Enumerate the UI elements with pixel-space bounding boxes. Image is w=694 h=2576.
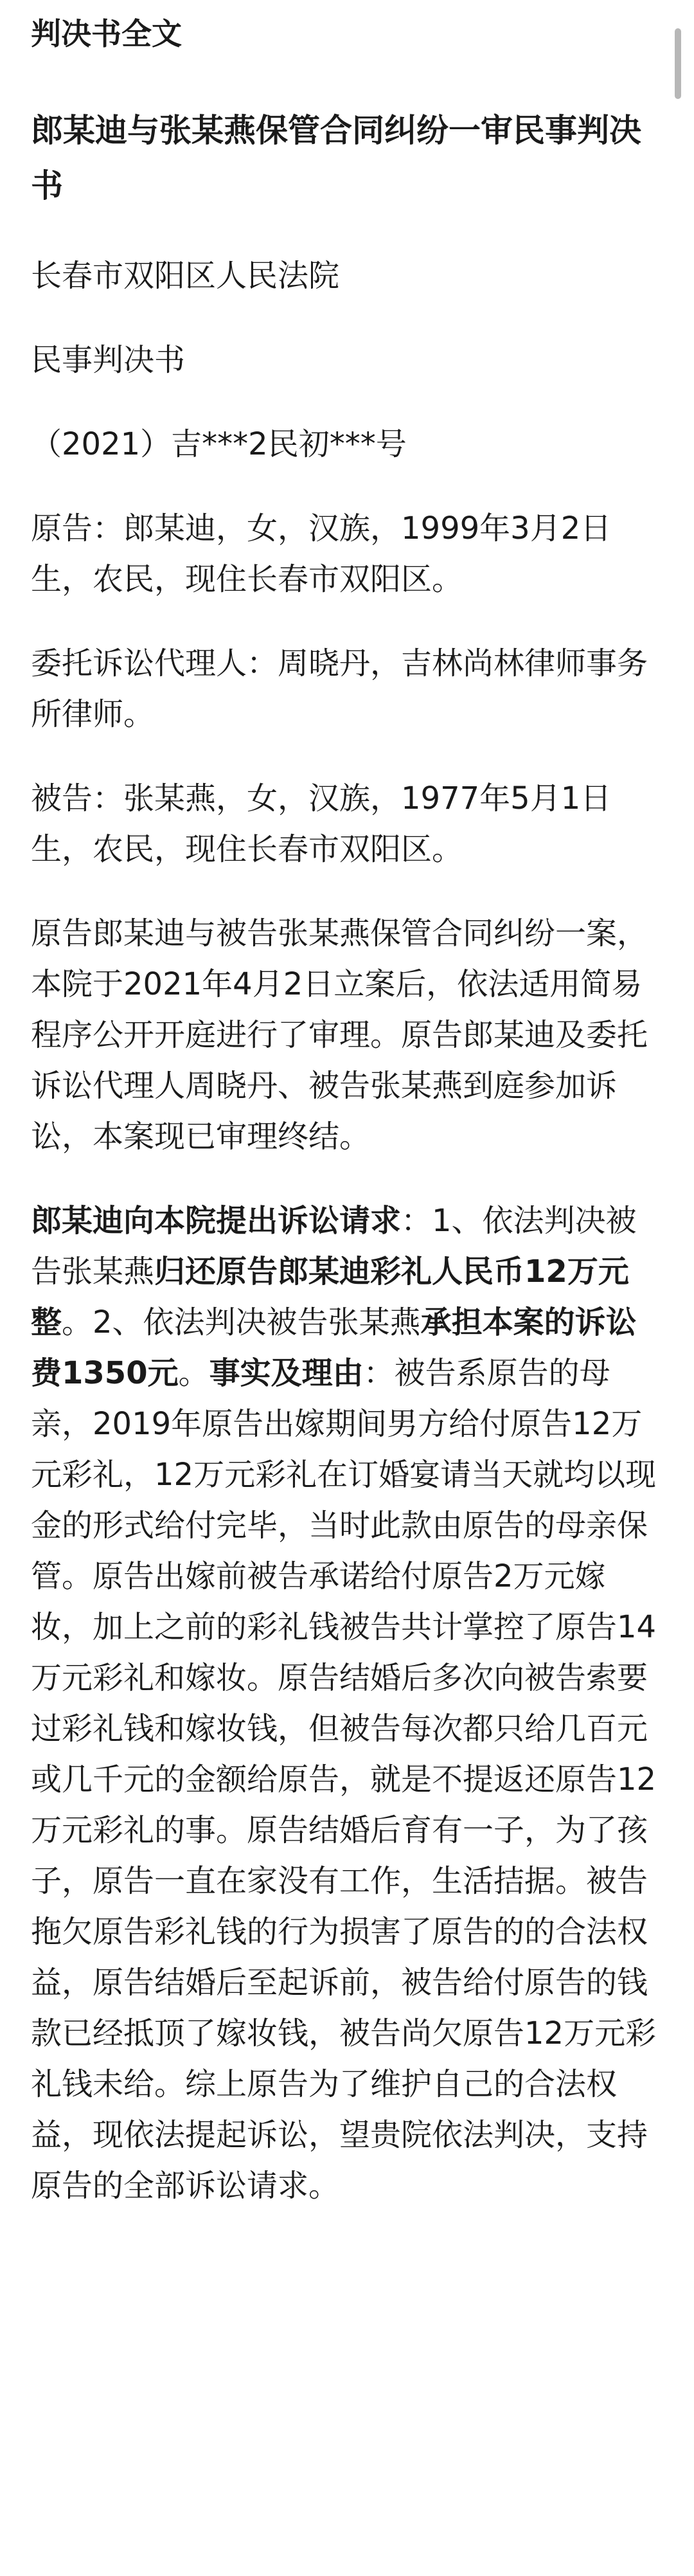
claim-return-gift-money: 归还原告郎某迪彩礼人民币12万元整 xyxy=(31,1254,629,1340)
document-type: 民事判决书 xyxy=(31,342,186,378)
claim-court-fee: 承担本案的诉讼费1350元 xyxy=(31,1304,637,1391)
court-name: 长春市双阳区人民法院 xyxy=(31,258,340,294)
document-title: 郎某迪与张某燕保管合同纠纷一审民事判决书 xyxy=(31,112,641,204)
claims-text-3: 。 xyxy=(178,1355,209,1391)
claims-text-1: ：1、依法判决被告张某燕 xyxy=(31,1203,637,1290)
claims-heading: 郎某迪向本院提出诉讼请求 xyxy=(31,1203,402,1239)
defendant-info: 被告：张某燕，女，汉族，1977年5月1日生，农民，现住长春市双阳区。 xyxy=(31,780,612,867)
section-label: 判决书全文 xyxy=(31,17,182,52)
claims-paragraph xyxy=(31,1196,658,2211)
facts-and-reasons-text: ：被告系原告的母亲，2019年原告出嫁期间男方给付原告12万元彩礼，12万元彩礼在订婚宴请当天就均以现金的形式给付完毕，当时此款由原告的母亲保管。原告出嫁前被告承诺给付原告2万元嫁妆，加上之前的彩礼钱被告共计掌控了原告14万元彩礼和嫁妆。原告结婚后多次向被告索要过彩礼钱和嫁妆钱，但被告每次都只给几百元或几千元的金额给原告，就是不提返还原告12万元彩礼的事。原告结婚后育有一子，为了孩子，原告一直在家没有工作，生活拮据。被告拖欠原告彩礼钱的行为损害了原告的的合法权益，原告结婚后至起诉前，被告给付原告的钱款已经抵顶了嫁妆钱，被告尚欠原告12万元彩礼钱未给。综上原告为了维护自己的合法权益，现依法提起诉讼，望贵院依法判决，支持原告的全部诉讼请求。 xyxy=(31,1355,657,2204)
judgment-document xyxy=(31,12,658,2211)
claims-text-2: 。2、依法判决被告张某燕 xyxy=(62,1304,421,1340)
procedure-paragraph: 原告郎某迪与被告张某燕保管合同纠纷一案，本院于2021年4月2日立案后，依法适用简易程序公开开庭进行了审理。原告郎某迪及委托诉讼代理人周晓丹、被告张某燕到庭参加诉讼，本案现已审理终结。 xyxy=(31,915,648,1155)
facts-and-reasons-heading: 事实及理由 xyxy=(209,1355,364,1391)
agent-info: 委托诉讼代理人：周晓丹，吉林尚林律师事务所律师。 xyxy=(31,645,648,732)
case-number: （2021）吉***2民初***号 xyxy=(31,426,407,462)
plaintiff-info: 原告：郎某迪，女，汉族，1999年3月2日生，农民，现住长春市双阳区。 xyxy=(31,510,612,597)
scrollbar[interactable] xyxy=(675,28,681,99)
